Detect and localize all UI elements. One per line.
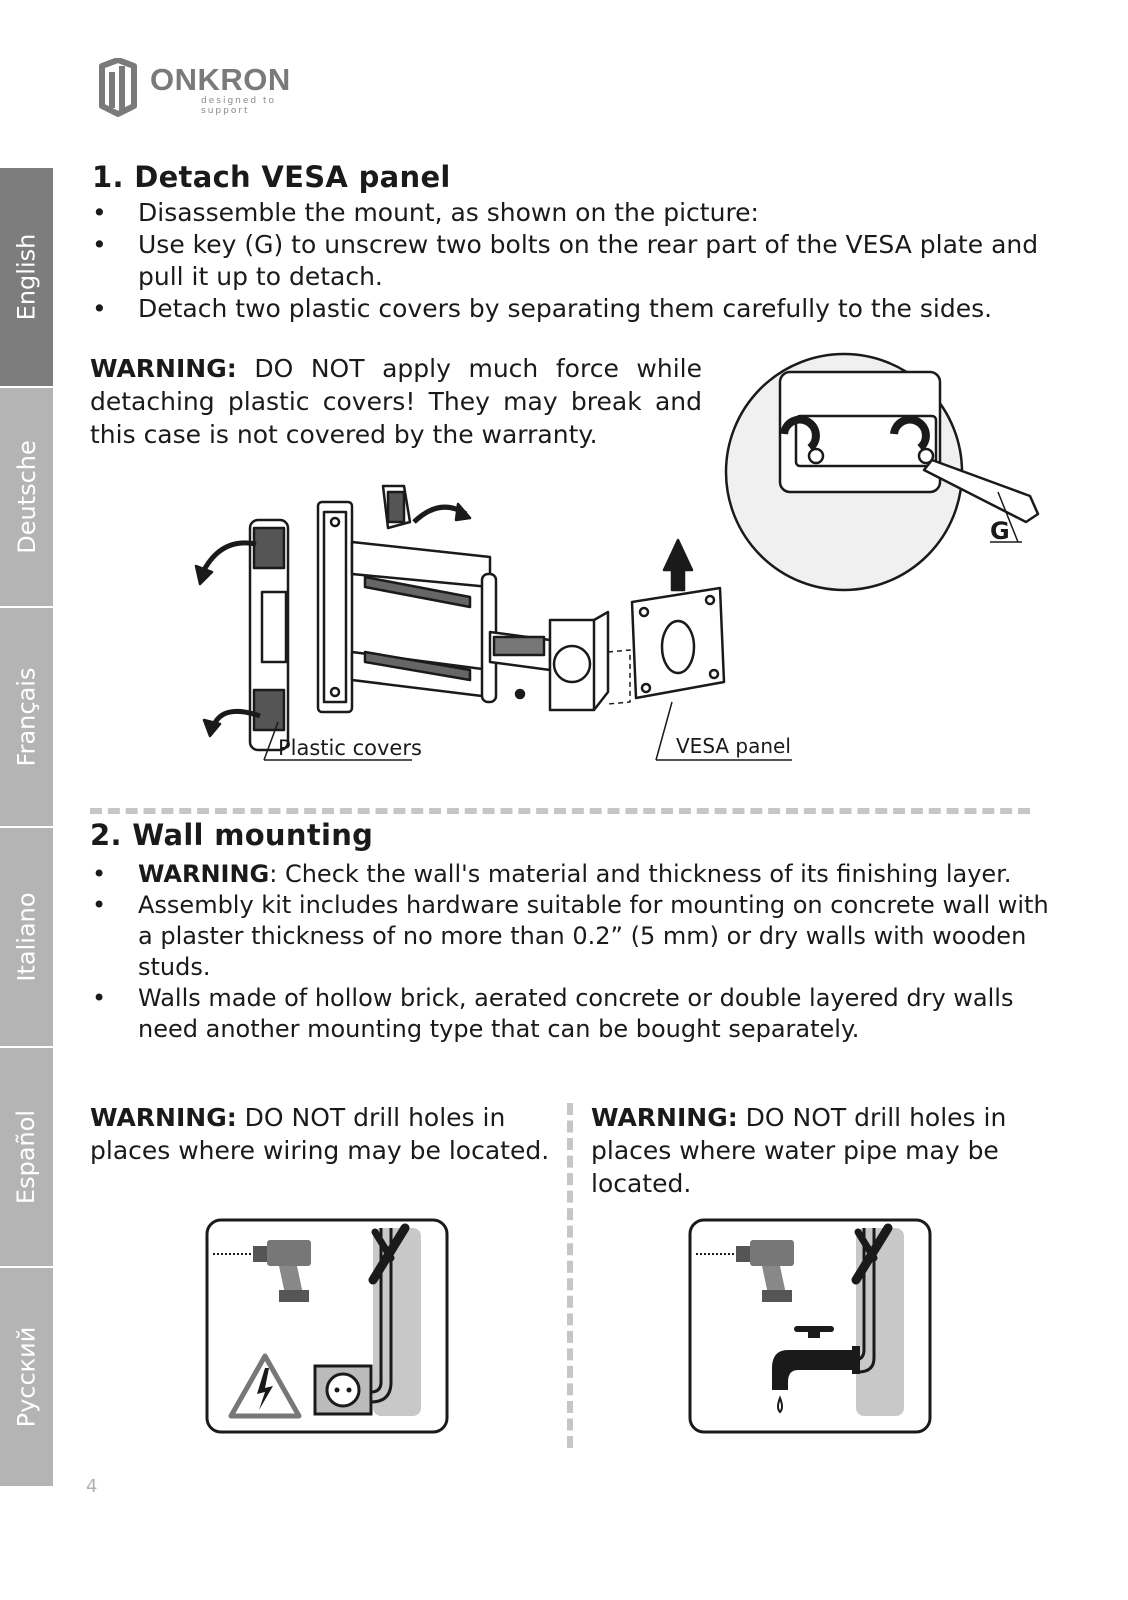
tab-english[interactable] xyxy=(0,168,53,386)
list-item: • Disassemble the mount, as shown on the picture: xyxy=(90,197,1050,229)
brand-logo xyxy=(88,58,318,118)
warning-text: DO NOT drill holes in places where wiring may be located. xyxy=(90,1103,550,1165)
warning-label: WARNING: xyxy=(90,354,237,383)
list-item: • Use key (G) to unscrew two bolts on the rear part of the VESA plate and pull it up to detach. xyxy=(90,229,1050,293)
bullet-text: Assembly kit includes hardware suitable for mounting on concrete wall with a plaster thickness of no more than 0.2” (5 mm) or dry walls with wooden studs. xyxy=(138,891,1049,981)
water-pipe-illustration xyxy=(688,1218,932,1434)
vesa-disassembly-figure xyxy=(190,352,1090,772)
warning-text: DO NOT apply much force while detaching plastic covers! They may break and this case is not covered by the warranty. xyxy=(90,354,702,449)
warning-text: DO NOT drill holes in places where water pipe may be located. xyxy=(591,1103,1007,1198)
tab-label: English xyxy=(12,233,41,321)
warning-water-pipe xyxy=(591,1101,1041,1200)
column-divider xyxy=(567,1103,573,1448)
tab-label: Русский xyxy=(12,1326,41,1428)
warning-label: WARNING: xyxy=(90,1103,237,1132)
list-item: • Detach two plastic covers by separating them carefully to the sides. xyxy=(90,293,1050,325)
warning-label: WARNING: xyxy=(591,1103,738,1132)
tab-russian[interactable] xyxy=(0,1268,53,1486)
plastic-cover-right xyxy=(383,486,410,528)
list-item xyxy=(90,859,1050,890)
language-tabs xyxy=(0,168,53,1488)
tab-espanol[interactable] xyxy=(0,1048,53,1266)
list-item xyxy=(90,890,1050,983)
section1-title: 1. Detach VESA panel xyxy=(92,160,451,194)
logo-mark-icon xyxy=(88,58,148,118)
tab-label: Italiano xyxy=(12,892,41,982)
section1-bullets xyxy=(90,197,1050,325)
bullet-text: : Check the wall's material and thickness of its finishing layer. xyxy=(269,860,1012,888)
tab-deutsche[interactable] xyxy=(0,388,53,606)
plastic-covers-label: Plastic covers xyxy=(278,736,422,760)
tab-label: Deutsche xyxy=(12,440,41,554)
tab-italiano[interactable] xyxy=(0,828,53,1046)
bullet-text: Walls made of hollow brick, aerated concrete or double layered dry walls need another mounting type that can be bought separately. xyxy=(138,984,1014,1043)
key-g-label: G xyxy=(990,517,1010,545)
bullet-bold: WARNING xyxy=(138,860,270,888)
wiring-illustration xyxy=(205,1218,449,1434)
page-number: 4 xyxy=(86,1476,98,1497)
power-socket-icon xyxy=(315,1366,371,1414)
logo-wordmark: ONKRON xyxy=(150,62,291,97)
section-divider xyxy=(90,808,1030,814)
warning-wiring xyxy=(90,1101,560,1167)
up-arrow xyxy=(664,540,692,590)
tab-francais[interactable] xyxy=(0,608,53,826)
tab-label: Español xyxy=(12,1109,41,1205)
section2-bullets xyxy=(90,859,1050,1045)
arrow-left-top xyxy=(202,543,256,574)
vesa-panel xyxy=(632,588,724,698)
vesa-panel-label: VESA panel xyxy=(676,734,791,758)
section2-title: 2. Wall mounting xyxy=(90,818,374,852)
logo-tagline: designed to support xyxy=(201,96,277,116)
articulating-arms xyxy=(352,542,608,710)
list-item xyxy=(90,983,1050,1045)
tab-label: Français xyxy=(12,667,41,767)
wall-plate xyxy=(318,502,352,712)
zoom-detail xyxy=(726,354,1038,590)
